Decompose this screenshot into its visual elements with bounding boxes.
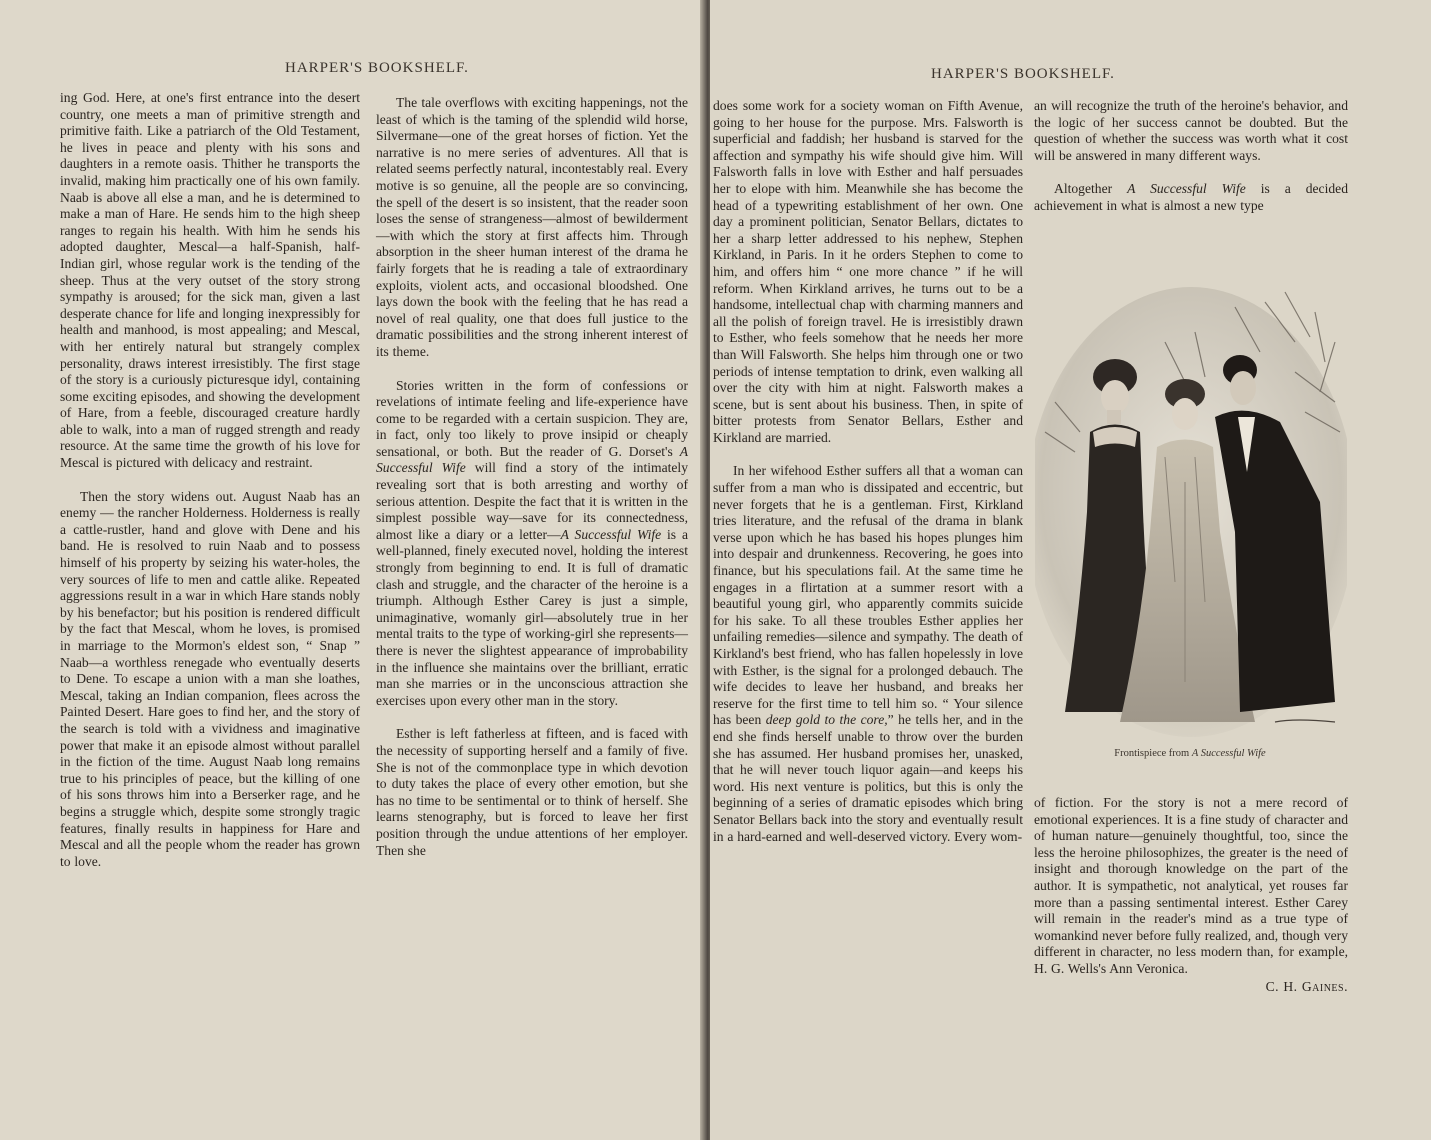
- paragraph: [1034, 181, 1348, 214]
- paragraph: Esther is left fatherless at fifteen, and is faced with the necessity of supporting herself and a family of five. She is not of the commonplace type in which devotion to duty takes the place of every other emotion, but she has no time to be sentimental or to think of herself. She learns stenography, but is forced to leave her first position through the undue attentions of her employer. Then she: [376, 726, 688, 858]
- left-page: [0, 0, 702, 1140]
- text-run: is a decided achievement in what is almost a new type: [1034, 181, 1348, 213]
- paragraph: an will recognize the truth of the heroine's behavior, and the logic of her success cannot be doubted. But the question of whether the success was worth what it cost will be answered in many different ways.: [1034, 98, 1348, 163]
- quotation: deep gold to the core,: [765, 712, 888, 728]
- running-head-right: HARPER'S BOOKSHELF.: [931, 66, 1115, 82]
- text-run: is a well-planned, finely executed novel, holding the interest strongly from beginning to end. It is full of dramatic clash and struggle, and the character of the heroine is a triumph. Although Esther Carey is just a simple, unimaginative, womanly girl—absolutely true in her mental traits to the type of working-girl she represents—there is never the slightest appearance of improbability in the influence she maintains over the brilliant, erratic man she marries or in the unconscious attraction she exercises upon every other man in the story.: [376, 526, 688, 708]
- right-column-1: [713, 98, 1023, 845]
- text-run: Stories written in the form of confessions or revelations of intimate feeling and life-experience have come to be regarded with a certain suspicion. They are, in fact, only too likely to prove insipid or cheaply sensational, or both. But the reader of G. Dorset's: [376, 377, 688, 459]
- running-head-left: HARPER'S BOOKSHELF.: [285, 60, 469, 76]
- artist-signature-mark: [1275, 720, 1335, 722]
- paragraph: ing God. Here, at one's first entrance into the desert country, one meets a man of primitive strength and primitive faith. Like a patriarch of the Old Testament, he lives in peace and plenty with his sons and daughters in a remote oasis. Thither he transports the invalid, making him practically one of his own family. Naab is above all else a man, and he is determined to make a man of Hare. He sends him to the high sheep ranges to regain his health. With him he sends his adopted daughter, Mescal—a half-Spanish, half-Indian girl, whose regular work is the tending of the sheep. Thus at the very outset of the story strong sympathy is aroused; for the sick man, given a last desperate chance for life and longing inexpressibly for health and manhood, is most appealing; and Mescal, with her entirely natural but strangely complex personality, draws interest irresistibly. The first stage of the story is a curiously picturesque idyl, containing some exciting episodes, and showing the development of Hare, from a feeble, discouraged creature hardly able to walk, into a man of rugged strength and ready resource. At the same time the growth of his love for Mescal is pictured with delicacy and restraint.: [60, 90, 360, 471]
- text-run: Altogether: [1054, 181, 1128, 197]
- paragraph: does some work for a society woman on Fifth Avenue, going to her house for the purpose. Mrs. Falsworth is superficial and faddish; her husband is starved for the affection and sympathy his wife should give him. Will Falsworth falls in love with Esther and half persuades her to elope with him. Meanwhile she has become the head of a typewriting establishment of her own. One day a prominent politician, Senator Bellars, dictates to her a sharp letter addressed to his nephew, Stephen Kirkland, in Paris. In it he orders Stephen to come to him, and offers him “ one more chance ” if he will reform. When Kirkland arrives, he turns out to be a handsome, intellectual chap with charming manners and all the polish of foreign travel. He is irresistibly drawn to Esther, who feels somehow that he needs her more than Will Falsworth. She helps him through one or two periods of intense temptation to drink, even walking all over the city with him at night. Falsworth makes a scene, but is sent about his business. Then, in spite of bitter protests from Senator Bellars, Esther and Kirkland are married.: [713, 98, 1023, 445]
- book-title: A Successful Wife: [1127, 181, 1246, 197]
- paragraph: of fiction. For the story is not a mere record of emotional experiences. It is a fine study of character and of human nature—genuinely thoughtful, too, since the less the heroine philosophizes, the greater is the need of insight and thorough knowledge on the part of the author. It is sympathetic, not analytical, yet rouses far more than a passing sentimental interest. Esther Carey will remain in the reader's mind as a true type of womankind never before fully realized, and, though very different in character, no less modern than, for example, H. G. Wells's Ann Veronica.: [1034, 795, 1348, 976]
- paragraph: [376, 378, 688, 710]
- paragraph: The tale overflows with exciting happenings, not the least of which is the taming of the splendid wild horse, Silvermane—one of the great horses of fiction. Yet the narrative is no mere series of adventures. All that is related seems perfectly natural, incontestably real. Every motive is so genuine, all the people are so convincing, the spell of the desert is so insistent, that the reader soon loses the sense of strangeness—almost of bewilderment—with which the story at first affects him. Through absorption in the sheer human interest of the drama he fairly forgets that he is reading a tale of extraordinary exploits, violent acts, and occasional bloodshed. One lays down the book with the feeling that he has read a novel of real quality, one that does full justice to the dramatic possibilities and the strong inherent interest of its theme.: [376, 95, 688, 359]
- author-signature: C. H. Gaines.: [1265, 978, 1348, 994]
- right-column-2-top: [1034, 98, 1348, 215]
- text-run: ” he tells her, and in the end she finds herself unable to throw over the burden she has assumed. Her husband promises her, unasked, that he will never touch liquor again—and keeps his word. His next venture is politics, but this is only the beginning of a series of dramatic episodes which bring Senator Bellars back into the story and eventually result in a hard-earned and well-deserved victory. Every wom-: [713, 712, 1023, 844]
- left-column-1: [60, 90, 360, 870]
- caption-book-title: A Successful Wife: [1191, 748, 1266, 759]
- paragraph: Then the story widens out. August Naab has an enemy — the rancher Holderness. Holderness is really a cattle-rustler, hand and glove with Dene and his band. He is resolved to ruin Naab and to possess himself of his property by seizing his water-holes, the very sources of life to men and cattle alike. Repeated aggressions result in a war in which Hare stands nobly by his benefactor; but his position is rendered difficult by the fact that Mescal, whom he loves, is promised in marriage to the Mormon's eldest son, “ Snap ” Naab—a worthless renegade who eventually deserts to Dene. To escape a union with a man she loathes, Mescal, taking an Indian companion, flees across the Painted Desert. Hare goes to find her, and the story of the search is told with a vividness and imaginative power that make it an episode almost without parallel in the fiction of the time. August Naab long remains true to his principles of peace, but the killing of one of his sons throws him into a Berserker rage, and he begins a struggle which, despite some strongly tragic features, finally results in happiness for Hare and Mescal and all the people whom the reader has grown to love.: [60, 488, 360, 869]
- caption-text: Frontispiece from: [1114, 748, 1192, 759]
- book-title: A Successful Wife: [560, 526, 662, 542]
- paragraph: [713, 463, 1023, 845]
- text-run: will find a story of the intimately revealing sort that is both arresting and worthy of serious attention. Despite the fact that it is written in the simplest possible way—save for its connectedness, almost like a diary or a letter—: [376, 460, 688, 542]
- frontispiece-illustration: [1035, 282, 1347, 737]
- right-column-2-bottom: [1034, 795, 1348, 995]
- text-run: In her wifehood Esther suffers all that a woman can suffer from a man who is dissipated and eccentric, but never forgets that he is a gentleman. First, Kirkland tries literature, and the refusal of the drama in blank verse upon which he has based his hopes plunges him into despair and drunkenness. Recovering, he goes into finance, but his speculations fail. At the same time he engages in a flirtation at a summer resort with a beautiful young girl, who apparently commits suicide for his sake. To all these troubles Esther applies her unfailing remedies—silence and sympathy. The death of Kirkland's best friend, who has fallen hopelessly in love with Esther, is the signal for a prolonged debauch. The wife decides to leave her husband, and breaks her reserve for the first time to tell him so. “ Your silence has been: [713, 463, 1023, 728]
- book-title: A Successful Wife: [376, 443, 688, 476]
- figure-caption: [1040, 748, 1340, 759]
- left-column-2: [376, 95, 688, 859]
